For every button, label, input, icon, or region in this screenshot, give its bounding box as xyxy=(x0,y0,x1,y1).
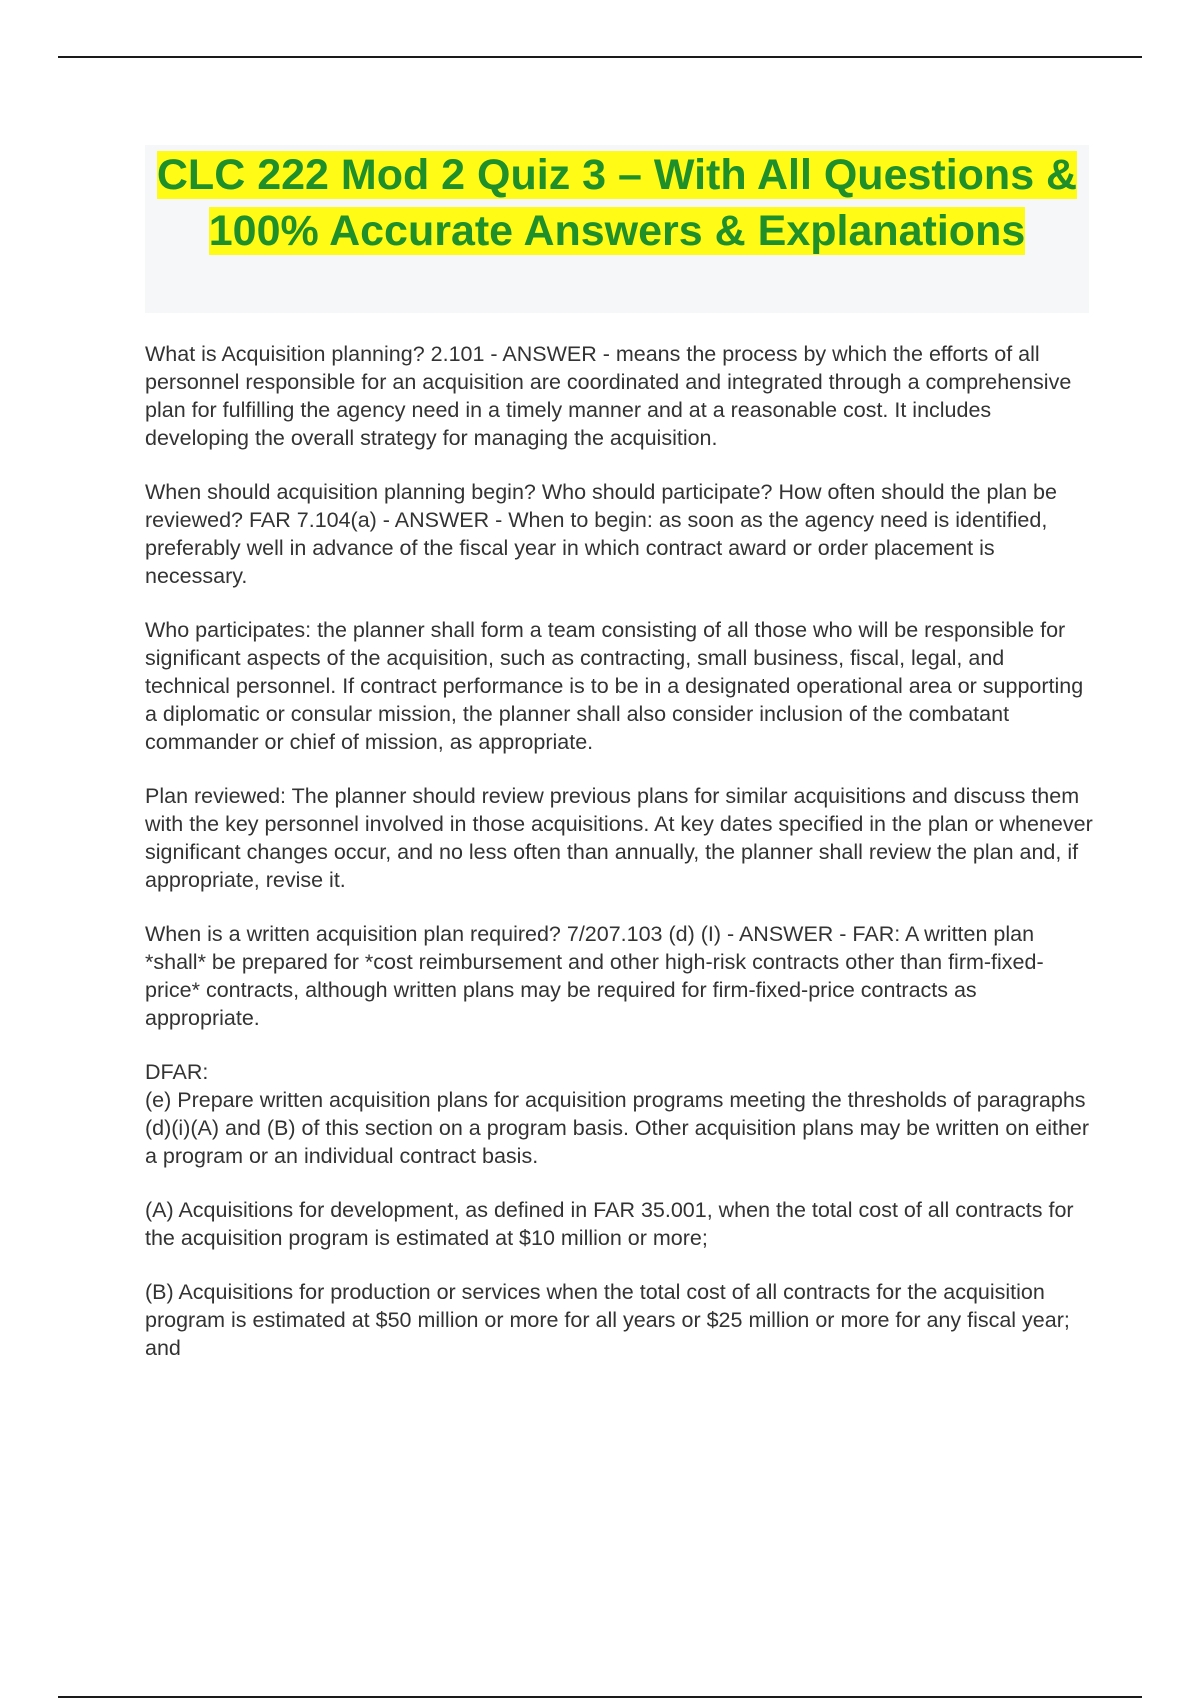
paragraph-who-participates: Who participates: the planner shall form a team consisting of all those who will be responsible for significant aspects of the acquisition, such as contracting, small business, fiscal, legal, and technical personnel. If contract performance is to be in a designated operational area or supporting a diplomatic or consular mission, the planner shall also consider inclusion of the combatant commander or chief of mission, as appropriate. xyxy=(145,618,1084,754)
document-title xyxy=(145,147,1089,259)
paragraph-written-plan-required: When is a written acquisition plan required? 7/207.103 (d) (I) - ANSWER - FAR: A written plan *shall* be prepared for *cost reimbursement and other high-risk contracts other than firm-fixed-price* contracts, although written plans may be required for firm-fixed-price contracts as appropriate. xyxy=(145,922,1044,1030)
paragraph-dfar-a: (A) Acquisitions for development, as defined in FAR 35.001, when the total cost of all contracts for the acquisition program is estimated at $10 million or more; xyxy=(145,1198,1074,1250)
header-rule xyxy=(58,56,1142,58)
paragraph-plan-reviewed: Plan reviewed: The planner should review previous plans for similar acquisitions and discuss them with the key personnel involved in those acquisitions. At key dates specified in the plan or whenever significant changes occur, and no less often than annually, the planner shall review the plan and, if appropriate, revise it. xyxy=(145,784,1093,892)
document-body xyxy=(145,340,1095,1388)
paragraph-when-planning-begins: When should acquisition planning begin? Who should participate? How often should the plan be reviewed? FAR 7.104(a) - ANSWER - When to begin: as soon as the agency need is identified, preferably well in advance of the fiscal year in which contract award or order placement is necessary. xyxy=(145,480,1057,588)
paragraph-acquisition-planning: What is Acquisition planning? 2.101 - ANSWER - means the process by which the efforts of all personnel responsible for an acquisition are coordinated and integrated through a comprehensive plan for fulfilling the agency need in a timely manner and at a reasonable cost. It includes developing the overall strategy for managing the acquisition. xyxy=(145,342,1072,450)
paragraph-dfar-label: DFAR: xyxy=(145,1060,209,1084)
paragraph-dfar-e: (e) Prepare written acquisition plans for acquisition programs meeting the thresholds of paragraphs (d)(i)(A) and (B) of this section on a program basis. Other acquisition plans may be written on either a program or an individual contract basis. xyxy=(145,1088,1090,1168)
footer-rule xyxy=(58,1696,1142,1698)
title-highlight: CLC 222 Mod 2 Quiz 3 – With All Questions & 100% Accurate Answers & Explanations xyxy=(156,151,1078,255)
paragraph-dfar-b: (B) Acquisitions for production or services when the total cost of all contracts for the acquisition program is estimated at $50 million or more for all years or $25 million or more for any fiscal year; and xyxy=(145,1280,1070,1360)
